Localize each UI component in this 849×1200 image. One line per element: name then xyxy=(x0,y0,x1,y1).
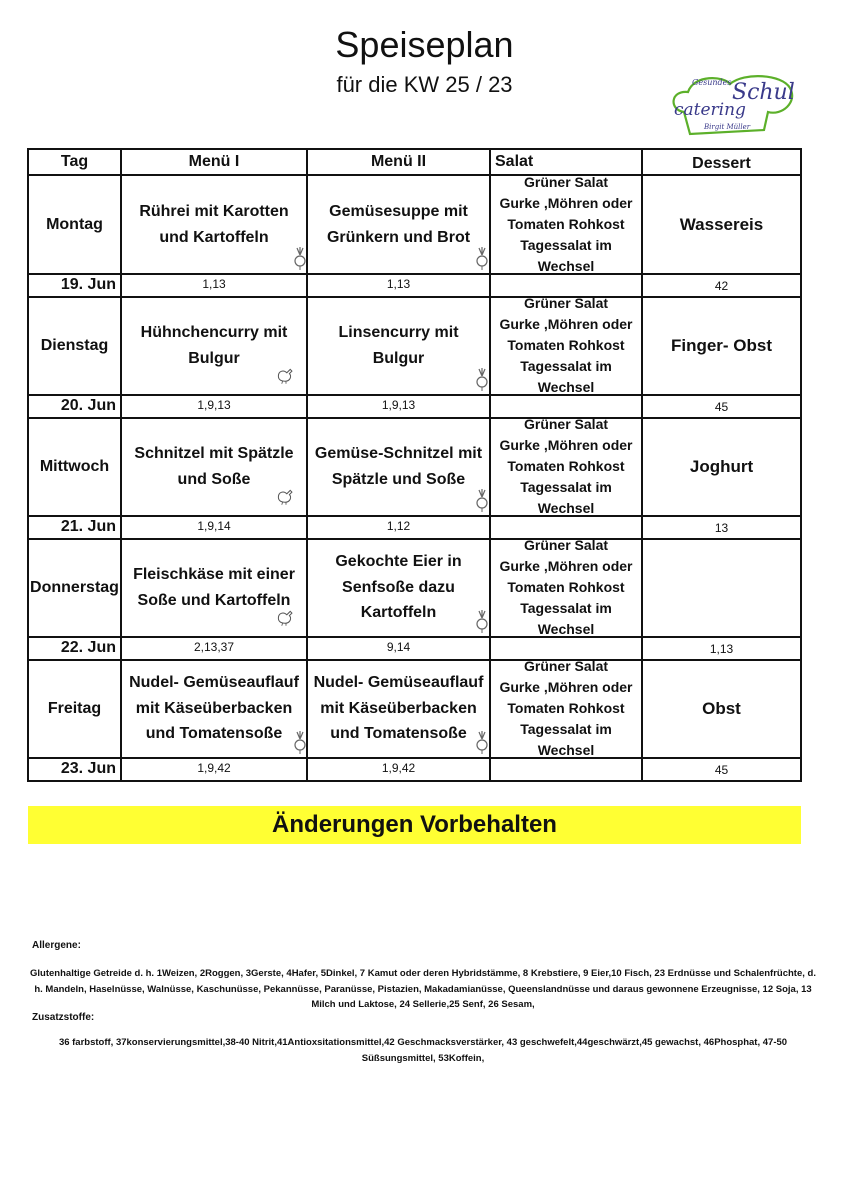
salat-line: Grüner Salat xyxy=(523,658,609,674)
column-header-menu1: Menü I xyxy=(188,153,240,171)
day-name: Freitag xyxy=(47,699,102,717)
salat-line: Tagessalat im xyxy=(520,358,612,374)
menu2-dish: Gemüsesuppe mit Grünkern und Brot xyxy=(326,202,471,246)
salat-line: Tomaten Rohkost xyxy=(507,700,625,716)
salat-line: Gurke ,Möhren oder xyxy=(499,316,633,332)
zusatzstoffe-text: 36 farbstoff, 37konservierungsmittel,38-40 Nitrit,41Antioxsitationsmittel,42 Geschmacksverstärker, 43 geschwefelt,44geschwärzt,45 gewachst, 46Phosphat, 47-50 Süßsungsmittel, 53Koffein, xyxy=(58,1037,788,1064)
menu2-dish: Gemüse-Schnitzel mit Spätzle und Soße xyxy=(314,444,483,488)
menu1-dish: Rührei mit Karotten und Kartoffeln xyxy=(139,202,289,246)
salat-line: Gurke ,Möhren oder xyxy=(499,437,633,453)
dessert-allergen-codes: 45 xyxy=(714,400,729,415)
table-border xyxy=(800,148,802,782)
vegetable-icon xyxy=(289,245,311,271)
salat-line: Tagessalat im xyxy=(520,600,612,616)
salat-line: Tomaten Rohkost xyxy=(507,337,625,353)
salat-line: Tomaten Rohkost xyxy=(507,458,625,474)
dessert-name: Joghurt xyxy=(689,456,754,476)
salat-options xyxy=(491,539,641,636)
salat-line: Wechsel xyxy=(537,500,595,516)
chicken-icon xyxy=(275,608,297,634)
day-name: Donnerstag xyxy=(30,578,119,596)
day-date: 23. Jun xyxy=(60,760,116,778)
salat-line: Grüner Salat xyxy=(523,537,609,553)
vegetable-icon xyxy=(471,487,493,513)
salat-line: Grüner Salat xyxy=(523,295,609,311)
salat-line: Tagessalat im xyxy=(520,237,612,253)
salat-line: Wechsel xyxy=(537,742,595,758)
day-date: 19. Jun xyxy=(60,276,116,294)
allergene-heading: Allergene: xyxy=(32,940,81,951)
vegetable-icon xyxy=(471,608,493,634)
vegetable-icon xyxy=(471,245,493,271)
vegetable-icon xyxy=(471,729,493,755)
page-title: Speiseplan xyxy=(335,24,514,65)
menu2-allergen-codes: 1,13 xyxy=(386,277,411,292)
salat-options xyxy=(491,418,641,515)
column-header-tag: Tag xyxy=(60,153,89,171)
salat-line: Gurke ,Möhren oder xyxy=(499,195,633,211)
day-date: 22. Jun xyxy=(60,639,116,657)
day-name: Montag xyxy=(46,215,103,233)
dessert-name: Wassereis xyxy=(679,214,764,234)
menu1-dish: Hühnchencurry mit Bulgur xyxy=(140,323,288,367)
column-header-dessert: Dessert xyxy=(692,155,751,173)
dessert-allergen-codes: 42 xyxy=(714,279,729,294)
menu2-dish: Linsencurry mit Bulgur xyxy=(338,323,459,367)
column-divider xyxy=(306,148,308,782)
column-header-menu2: Menü II xyxy=(370,153,427,171)
menu-table xyxy=(27,148,802,782)
menu1-dish: Fleischkäse mit einer Soße und Kartoffeln xyxy=(133,565,295,609)
salat-line: Grüner Salat xyxy=(523,174,609,190)
salat-line: Tomaten Rohkost xyxy=(507,579,625,595)
changes-reserved-banner: Änderungen Vorbehalten xyxy=(28,806,801,844)
menu2-allergen-codes: 9,14 xyxy=(386,640,411,655)
logo-text-2: Schul xyxy=(732,80,795,105)
catering-logo xyxy=(664,72,798,150)
dessert-allergen-codes: 45 xyxy=(714,763,729,778)
dessert-name: Finger- Obst xyxy=(670,335,773,355)
vegetable-icon xyxy=(289,729,311,755)
salat-line: Grüner Salat xyxy=(523,416,609,432)
menu1-allergen-codes: 1,9,42 xyxy=(197,761,231,776)
salat-line: Wechsel xyxy=(537,621,595,637)
logo-text-4: Birgit Müller xyxy=(704,123,751,131)
column-divider xyxy=(120,148,122,782)
salat-line: Wechsel xyxy=(537,379,595,395)
salat-line: Tomaten Rohkost xyxy=(507,216,625,232)
menu1-allergen-codes: 1,9,14 xyxy=(197,519,231,534)
menu2-allergen-codes: 1,9,42 xyxy=(381,761,416,776)
salat-line: Tagessalat im xyxy=(520,721,612,737)
menu2-allergen-codes: 1,9,13 xyxy=(381,398,416,413)
menu1-allergen-codes: 1,9,13 xyxy=(197,398,231,413)
vegetable-icon xyxy=(471,366,493,392)
salat-options xyxy=(491,176,641,273)
day-name: Mittwoch xyxy=(39,457,110,475)
day-name: Dienstag xyxy=(40,336,109,354)
dessert-name xyxy=(643,539,800,636)
dessert-allergen-codes: 13 xyxy=(714,521,729,536)
menu1-dish: Nudel- Gemüseauflauf mit Käseüberbacken und Tomatensoße xyxy=(129,674,299,743)
dessert-name: Obst xyxy=(702,698,741,718)
menu1-dish: Schnitzel mit Spätzle und Soße xyxy=(134,444,294,488)
dessert-allergen-codes: 1,13 xyxy=(709,642,734,657)
salat-line: Wechsel xyxy=(537,258,595,274)
menu2-dish: Nudel- Gemüseauflauf mit Käseüberbacken und Tomatensoße xyxy=(313,674,484,743)
chicken-icon xyxy=(275,366,297,392)
menu1-allergen-codes: 2,13,37 xyxy=(193,640,235,655)
salat-options xyxy=(491,660,641,757)
page-subtitle: für die KW 25 / 23 xyxy=(336,72,513,97)
menu2-allergen-codes: 1,12 xyxy=(386,519,411,534)
menu2-dish: Gekochte Eier in Senfsoße dazu Kartoffeln xyxy=(335,553,462,622)
salat-line: Gurke ,Möhren oder xyxy=(499,679,633,695)
day-date: 21. Jun xyxy=(60,518,116,536)
logo-text-1: Gesundes xyxy=(692,78,732,87)
zusatzstoffe-heading: Zusatzstoffe: xyxy=(32,1012,95,1023)
day-date: 20. Jun xyxy=(60,397,116,415)
logo-text-3: catering xyxy=(674,100,746,120)
salat-line: Gurke ,Möhren oder xyxy=(499,558,633,574)
menu1-allergen-codes: 1,13 xyxy=(202,277,226,292)
allergene-text: Glutenhaltige Getreide d. h. 1Weizen, 2Roggen, 3Gerste, 4Hafer, 5Dinkel, 7 Kamut oder deren Hybridstämme, 8 Krebstiere, 9 Eier,10 Fisch, 23 Erdnüsse und Schalenfrüchte, d. h. Mandeln, Haselnüsse, Walnüsse, Kaschunüsse, Pekannüsse, Paranüsse, Pistazien, Makadamianüsse, Queenslandnüsse und daraus gewonnene Erzeugnisse, 12 Soja, 13 Milch und Laktose, 24 Sellerie,25 Senf, 26 Sesam, xyxy=(30,968,816,1011)
salat-line: Tagessalat im xyxy=(520,479,612,495)
chicken-icon xyxy=(275,487,297,513)
column-header-salat: Salat xyxy=(495,153,534,171)
salat-options xyxy=(491,297,641,394)
